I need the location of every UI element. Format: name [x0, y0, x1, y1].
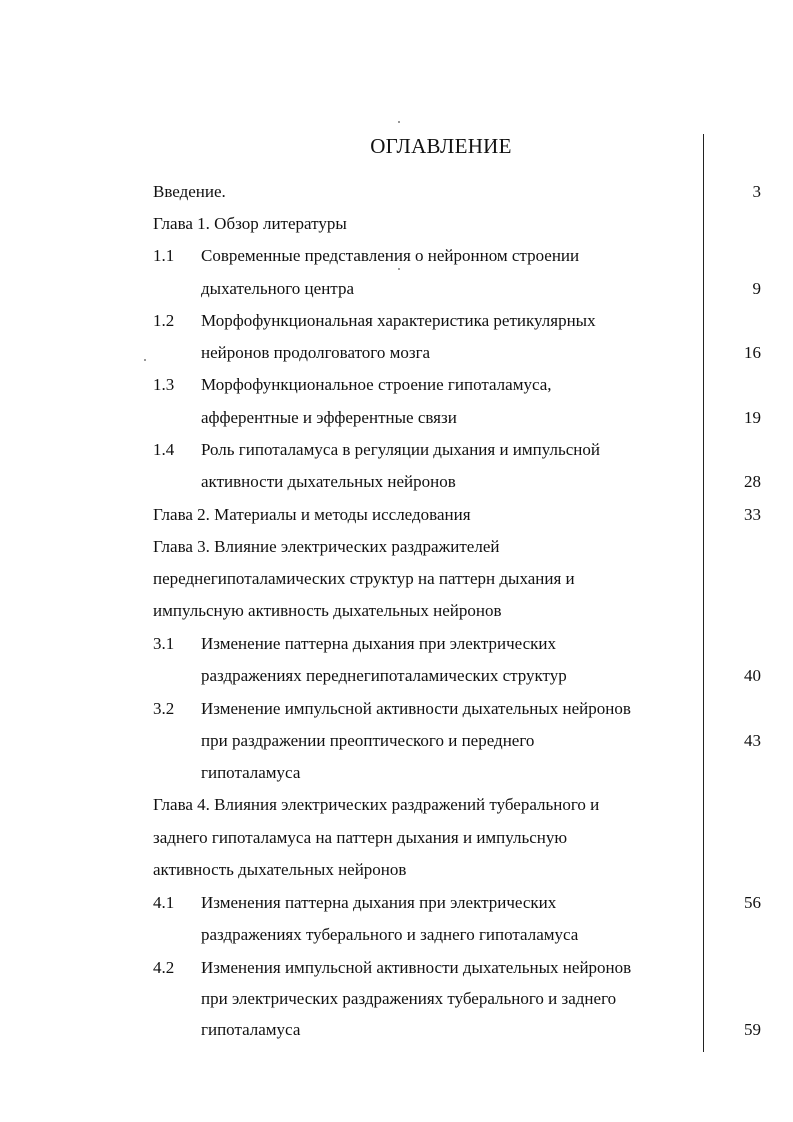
page-title: ОГЛАВЛЕНИЕ	[370, 134, 512, 158]
toc-page-number: 40	[744, 666, 761, 685]
toc-entry-text: активности дыхательных нейронов	[201, 472, 456, 491]
toc-page-number: 43	[744, 731, 761, 750]
toc-entry-text: Глава 3. Влияние электрических раздражителей	[153, 537, 500, 556]
toc-entry-text: гипоталамуса	[201, 1020, 301, 1039]
toc-entry-text: импульсную активность дыхательных нейронов	[153, 601, 502, 620]
toc-section-number: 4.1	[153, 893, 175, 912]
toc-entry-text: Введение.	[153, 182, 226, 201]
toc-entry-text: афферентные и эфферентные связи	[201, 408, 457, 427]
toc-page-number: 19	[744, 408, 761, 427]
toc-section-number: 1.4	[153, 440, 175, 459]
toc-page-number: 9	[752, 279, 761, 298]
toc-entry-text: Морфофункциональная характеристика ретикулярных	[201, 311, 596, 330]
toc-entry-text: Современные представления о нейронном строении	[201, 246, 580, 265]
toc-page-number: 28	[744, 472, 761, 491]
toc-entry-text: дыхательного центра	[201, 279, 354, 298]
toc-section-number: 3.1	[153, 634, 175, 653]
toc-page-number: 3	[752, 182, 761, 201]
toc-page-number: 59	[744, 1020, 761, 1039]
toc-entry-text: переднегипоталамических структур на паттерн дыхания и	[153, 569, 575, 588]
toc-section-number: 4.2	[153, 958, 175, 977]
toc-entry-text: при электрических раздражениях туберального и заднего	[201, 989, 617, 1008]
toc-section-number: 1.1	[153, 246, 175, 265]
toc-entry-text: гипоталамуса	[201, 763, 301, 782]
toc-entry-text: раздражениях переднегипоталамических структур	[201, 666, 567, 685]
toc-entry-text: Изменения импульсной активности дыхательных нейронов	[201, 958, 632, 977]
toc-entry-text: Глава 1. Обзор литературы	[153, 214, 347, 233]
toc-entry-text: заднего гипоталамуса на паттерн дыхания и импульсную	[153, 828, 568, 847]
scan-speck	[144, 359, 146, 361]
toc-page-number: 16	[744, 343, 761, 362]
toc-entry-text: активность дыхательных нейронов	[153, 860, 407, 879]
scan-speck	[398, 121, 400, 123]
toc-entry-text: нейронов продолговатого мозга	[201, 343, 431, 362]
toc-section-number: 3.2	[153, 699, 175, 718]
toc-section-number: 1.3	[153, 375, 175, 394]
toc-entry-text: раздражениях туберального и заднего гипоталамуса	[201, 925, 579, 944]
toc-entry-text: Изменения паттерна дыхания при электрических	[201, 893, 557, 912]
toc-entry-text: при раздражении преоптического и переднего	[201, 731, 535, 750]
toc-entry-text: Морфофункциональное строение гипоталамуса,	[201, 375, 552, 394]
toc-entry-text: Изменение импульсной активности дыхательных нейронов	[201, 699, 631, 718]
toc-entry-text: Глава 4. Влияния электрических раздражений туберального и	[153, 795, 600, 814]
margin-line	[703, 134, 704, 1052]
scan-speck	[398, 268, 400, 270]
toc-page-number: 33	[744, 505, 761, 524]
toc-entry-text: Глава 2. Материалы и методы исследования	[153, 505, 471, 524]
toc-entry-text: Изменение паттерна дыхания при электрических	[201, 634, 556, 653]
toc-entry-text: Роль гипоталамуса в регуляции дыхания и импульсной	[201, 440, 600, 459]
toc-section-number: 1.2	[153, 311, 175, 330]
toc-page-number: 56	[744, 893, 761, 912]
